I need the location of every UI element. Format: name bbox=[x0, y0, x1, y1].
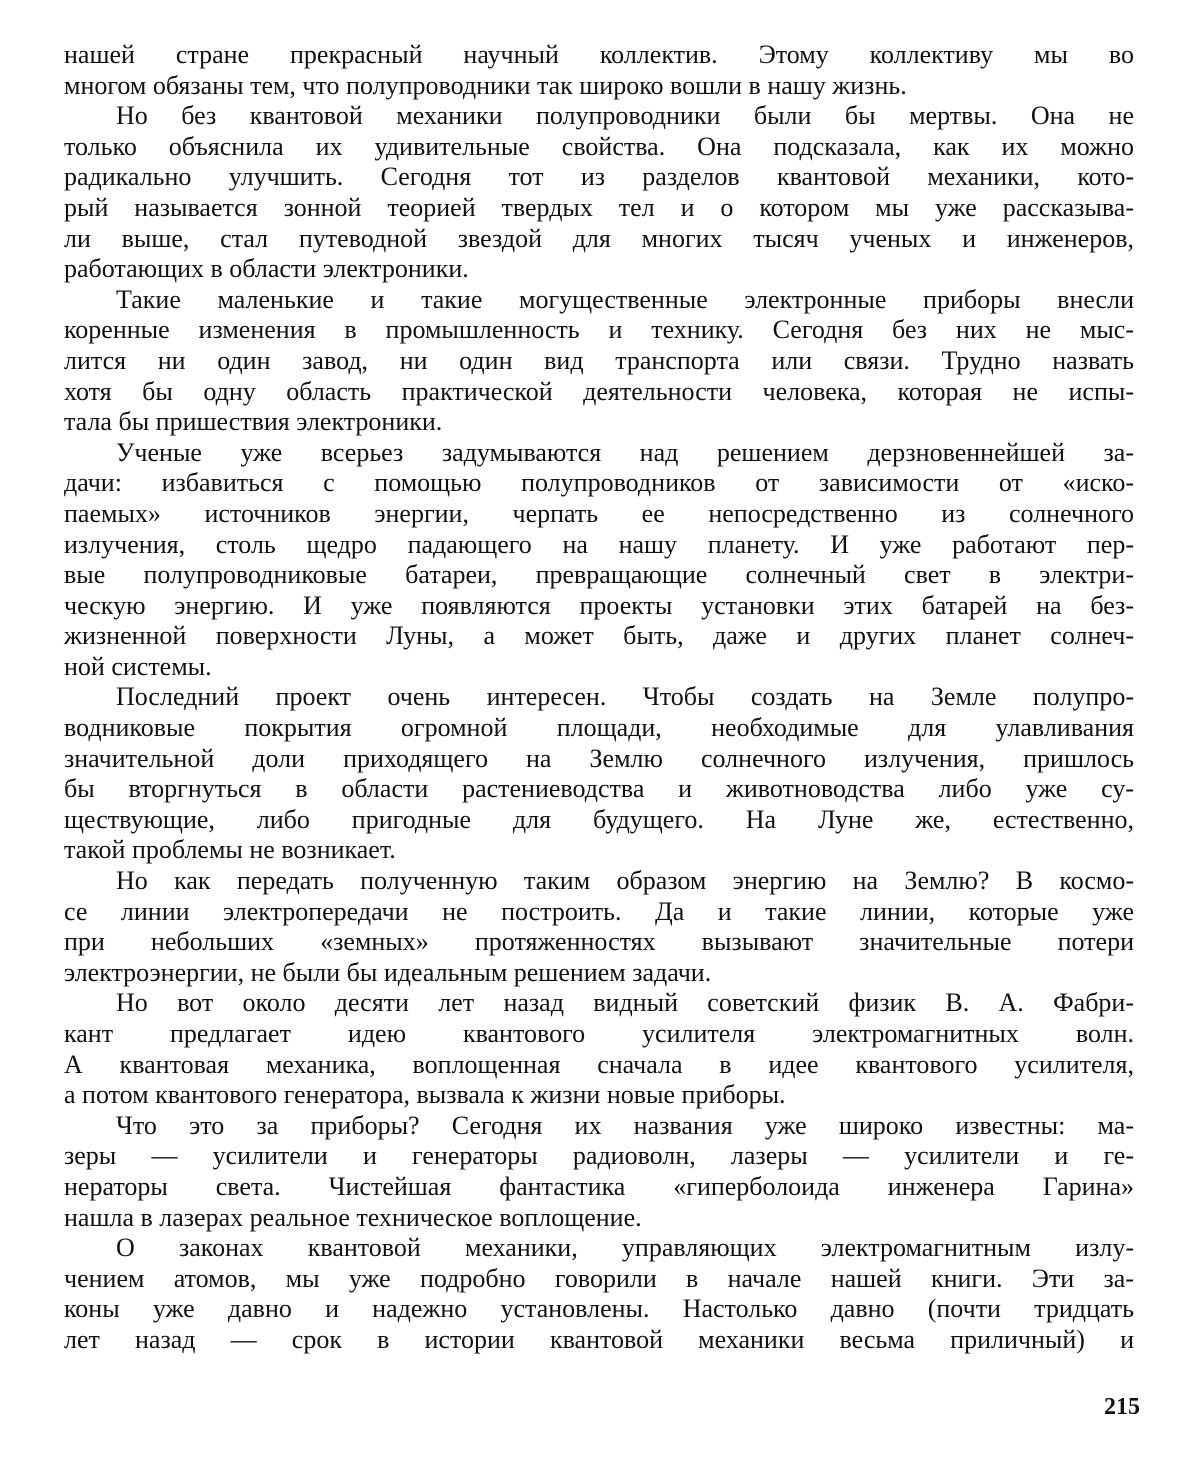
text-line: жизненной поверхности Луны, а может быть, даже и других планет солнеч- bbox=[64, 621, 1134, 652]
text-line: тала бы пришествия электроники. bbox=[64, 407, 1134, 438]
text-line: кант предлагает идею квантового усилителя электромагнитных волн. bbox=[64, 1019, 1134, 1050]
text-line: ли выше, стал путеводной звездой для многих тысяч ученых и инженеров, bbox=[64, 224, 1134, 255]
text-line: лится ни один завод, ни один вид транспорта или связи. Трудно назвать bbox=[64, 346, 1134, 377]
book-page bbox=[0, 0, 1200, 1482]
text-line: Но вот около десяти лет назад видный советский физик В. А. Фабри- bbox=[64, 988, 1134, 1019]
text-line: а потом квантового генератора, вызвала к жизни новые приборы. bbox=[64, 1080, 1134, 1111]
text-line: нераторы света. Чистейшая фантастика «гиперболоида инженера Гарина» bbox=[64, 1172, 1134, 1203]
text-line: водниковые покрытия огромной площади, необходимые для улавливания bbox=[64, 713, 1134, 744]
text-line: нашей стране прекрасный научный коллектив. Этому коллективу мы во bbox=[64, 40, 1134, 71]
text-line: хотя бы одну область практической деятельности человека, которая не испы- bbox=[64, 377, 1134, 408]
text-line: лет назад — срок в истории квантовой механики весьма приличный) и bbox=[64, 1325, 1134, 1356]
text-line: многом обязаны тем, что полупроводники так широко вошли в нашу жизнь. bbox=[64, 71, 1134, 102]
paragraph bbox=[64, 40, 1134, 101]
paragraph bbox=[64, 866, 1134, 988]
text-line: коренные изменения в промышленность и технику. Сегодня без них не мыс- bbox=[64, 315, 1134, 346]
paragraph bbox=[64, 438, 1134, 683]
text-line: паемых» источников энергии, черпать ее непосредственно из солнечного bbox=[64, 499, 1134, 530]
text-line: ческую энергию. И уже появляются проекты установки этих батарей на без- bbox=[64, 591, 1134, 622]
text-line: Последний проект очень интересен. Чтобы создать на Земле полупро- bbox=[64, 682, 1134, 713]
text-line: рый называется зонной теорией твердых тел и о котором мы уже рассказыва- bbox=[64, 193, 1134, 224]
text-line: бы вторгнуться в области растениеводства и животноводства либо уже су- bbox=[64, 774, 1134, 805]
paragraph bbox=[64, 1111, 1134, 1233]
text-line: дачи: избавиться с помощью полупроводников от зависимости от «иско- bbox=[64, 468, 1134, 499]
text-line: се линии электропередачи не построить. Да и такие линии, которые уже bbox=[64, 897, 1134, 928]
text-line: такой проблемы не возникает. bbox=[64, 835, 1134, 866]
text-line: при небольших «земных» протяженностях вызывают значительные потери bbox=[64, 927, 1134, 958]
text-line: Такие маленькие и такие могущественные электронные приборы внесли bbox=[64, 285, 1134, 316]
text-line: ществующие, либо пригодные для будущего. На Луне же, естественно, bbox=[64, 805, 1134, 836]
paragraph bbox=[64, 1233, 1134, 1355]
text-line: значительной доли приходящего на Землю солнечного излучения, пришлось bbox=[64, 744, 1134, 775]
paragraph bbox=[64, 285, 1134, 438]
text-line: А квантовая механика, воплощенная сначала в идее квантового усилителя, bbox=[64, 1050, 1134, 1081]
text-line: нашла в лазерах реальное техническое воплощение. bbox=[64, 1203, 1134, 1234]
text-line: работающих в области электроники. bbox=[64, 254, 1134, 285]
text-line: коны уже давно и надежно установлены. Настолько давно (почти тридцать bbox=[64, 1294, 1134, 1325]
paragraph bbox=[64, 682, 1134, 866]
page-body-text bbox=[64, 40, 1134, 1356]
text-line: только объяснила их удивительные свойства. Она подсказала, как их можно bbox=[64, 132, 1134, 163]
text-line: О законах квантовой механики, управляющих электромагнитным излу- bbox=[64, 1233, 1134, 1264]
text-line: Ученые уже всерьез задумываются над решением дерзновеннейшей за- bbox=[64, 438, 1134, 469]
text-line: зеры — усилители и генераторы радиоволн, лазеры — усилители и ге- bbox=[64, 1141, 1134, 1172]
text-line: Но без квантовой механики полупроводники были бы мертвы. Она не bbox=[64, 101, 1134, 132]
text-line: ной системы. bbox=[64, 652, 1134, 683]
text-line: Что это за приборы? Сегодня их названия уже широко известны: ма- bbox=[64, 1111, 1134, 1142]
page-number: 215 bbox=[1080, 1394, 1140, 1421]
text-line: электроэнергии, не были бы идеальным решением задачи. bbox=[64, 958, 1134, 989]
text-line: чением атомов, мы уже подробно говорили в начале нашей книги. Эти за- bbox=[64, 1264, 1134, 1295]
text-line: радикально улучшить. Сегодня тот из разделов квантовой механики, кото- bbox=[64, 162, 1134, 193]
text-line: вые полупроводниковые батареи, превращающие солнечный свет в электри- bbox=[64, 560, 1134, 591]
text-line: Но как передать полученную таким образом энергию на Землю? В космо- bbox=[64, 866, 1134, 897]
paragraph bbox=[64, 101, 1134, 285]
paragraph bbox=[64, 988, 1134, 1110]
text-line: излучения, столь щедро падающего на нашу планету. И уже работают пер- bbox=[64, 530, 1134, 561]
